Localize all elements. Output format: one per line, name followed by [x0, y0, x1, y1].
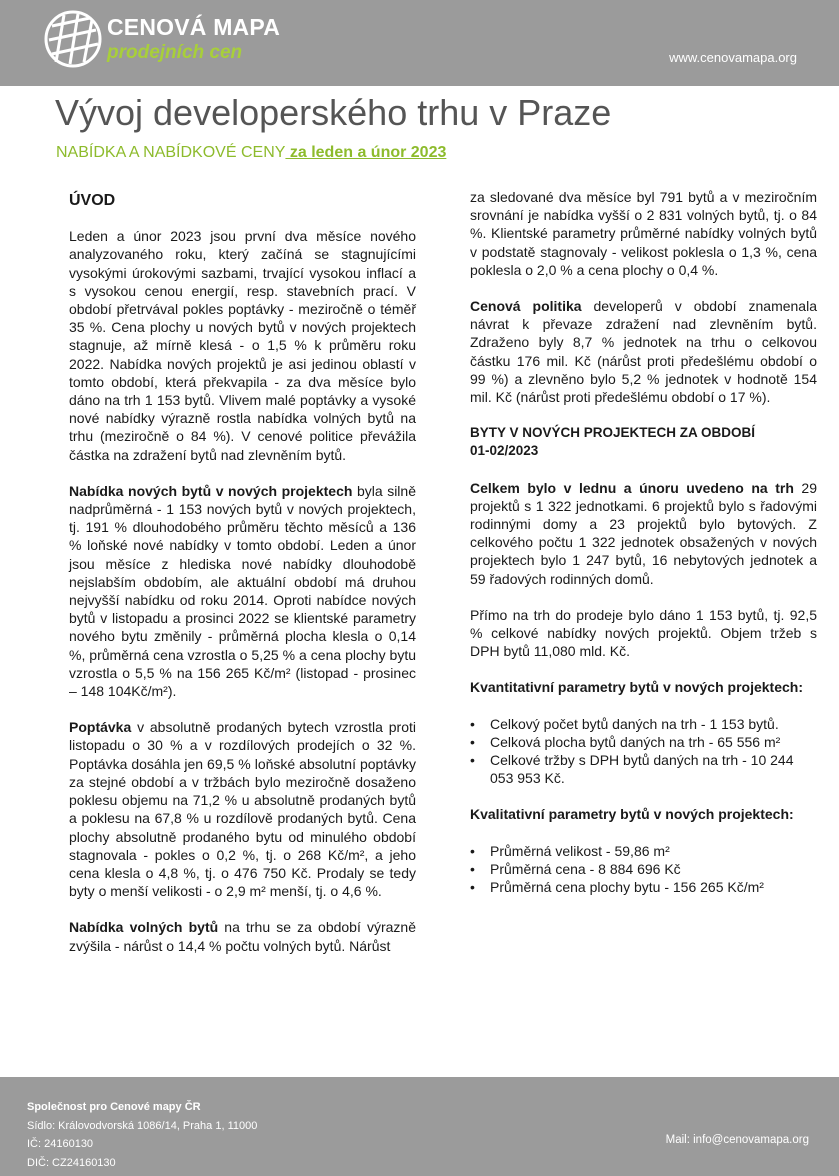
page-footer	[0, 1077, 839, 1176]
footer-ic: IČ: 24160130	[27, 1138, 94, 1150]
header-website-link[interactable]: www.cenovamapa.org	[669, 50, 797, 65]
price-policy-text: developerů v období znamenala návrat k převaze zdražení nad zlevněním bytů. Zdraženo byly 8,7 % jednotek na trhu o celkovou částku 176 mil. Kč (nárůst proti předešlému období o 99 %) a zlevněno bylo 5,2 % jednotek v hodnotě 154 mil. Kč (nárůst proti předešlému období o 17 %).	[470, 298, 817, 406]
list-item: • Průměrná velikost - 59,86 m²	[490, 842, 817, 860]
demand-text: v absolutně prodaných bytech vzrostla proti listopadu o 30 % a v rozdílových prodejích o 32 %. Poptávka dosáhla jen 69,5 % loňské absolutní poptávky za stejné období a v tržbách bylo meziročně dosaženo poklesu objemu na 71,2 % u absolutně prodaných bytů a poklesu na 67,8 % u rozdílově prodaných bytů. Cena plochy absolutně prodaného bytu od minulého období stagnovala - pokles o 0,2 %, tj. o 268 Kč/m², a jeho cena klesla o 4,8 %, tj. o 476 750 Kč. Prodaly se tedy byty o menší velikosti - o 2,9 m² menší, tj. o 4,6 %.	[69, 719, 416, 900]
footer-mail-link[interactable]: Mail: info@cenovamapa.org	[665, 1134, 809, 1146]
free-flats-text: na trhu se za období výrazně zvýšila - nárůst o 14,4 % počtu volných bytů. Nárůst	[69, 919, 417, 954]
page-header	[0, 0, 839, 86]
page-title: Vývoj developerského trhu v Praze	[55, 92, 612, 133]
subtitle-prefix: NABÍDKA A NABÍDKOVÉ CENY	[56, 144, 286, 161]
section-heading-line2: 01-02/2023	[470, 443, 539, 459]
list-item: • Průměrná cena plochy bytu - 156 265 Kč/m²	[490, 878, 817, 896]
subtitle-period: za leden a únor 2023	[285, 144, 447, 161]
footer-dic: DIČ: CZ24160130	[27, 1156, 116, 1169]
section-heading-new-projects	[470, 424, 817, 460]
free-flats-lead: Nabídka volných bytů	[69, 919, 219, 936]
footer-company-info	[27, 1098, 257, 1172]
footer-company-name: Společnost pro Cenové mapy ČR	[27, 1101, 201, 1113]
list-item: • Celkový počet bytů daných na trh - 1 153 bytů.	[490, 715, 817, 733]
intro-paragraph: Leden a únor 2023 jsou první dva měsíce nového analyzovaného roku, který začíná se stagnujícími vysokými úrokovými sazbami, trvající vysokou inflací a s vysokou cenou energií, resp. stavebních prací. V období přetrvával pokles poptávky - meziročně o téměř 35 %. Cena plochy u nových bytů v nových projektech stagnuje, až mírně klesá - o 1,5 % k průměru roku 2022. Nabídka nových projektů je asi jedinou oblastí v tomto období, která překvapila - za dva měsíce bylo dáno na trh 1 153 bytů. Vlivem malé poptávky a vysoké nové nabídky výrazně rostla nabídka volných bytů na trhu (meziročně o 84 %). V cenové politice převážila částka na zdražení bytů nad zlevněním bytů.	[69, 228, 416, 463]
left-column	[69, 190, 416, 973]
logo-subtitle: prodejních cen	[107, 42, 243, 63]
right-column	[470, 188, 817, 914]
new-flats-lead: Nabídka nových bytů v nových projektech	[69, 482, 353, 499]
quantitative-list	[470, 715, 817, 788]
market-supply-paragraph: Přímo na trh do prodeje bylo dáno 1 153 bytů, tj. 92,5 % celkové nabídky nových projektů. Objem tržeb s DPH bytů 11,080 mld. Kč.	[470, 606, 817, 660]
projects-total-text: 29 projektů s 1 322 jednotkami. 6 projektů bylo s řadovými rodinnými domy a 23 projektů bylo bytových. Z celkového počtu 1 322 jednotek obsažených v nových projektech bylo 1 247 bytů, 16 nebytových jednotek a 59 řadových rodinných domů.	[470, 479, 818, 587]
qualitative-heading: Kvalitativní parametry bytů v nových projektech:	[470, 806, 794, 823]
section-heading-line1: BYTY V NOVÝCH PROJEKTECH ZA OBDOBÍ	[470, 425, 756, 441]
price-policy-paragraph	[470, 297, 817, 406]
footer-address: Sídlo: Královodvorská 1086/14, Praha 1, 11000	[27, 1119, 258, 1132]
globe-logo-icon	[44, 10, 102, 68]
list-item: • Celkové tržby s DPH bytů daných na trh - 10 244 053 953 Kč.	[490, 751, 817, 787]
free-flats-paragraph	[69, 918, 416, 954]
page-subtitle	[56, 144, 446, 162]
list-item: • Průměrná cena - 8 884 696 Kč	[490, 860, 817, 878]
list-item: • Celková plocha bytů daných na trh - 65 556 m²	[490, 733, 817, 751]
projects-total-paragraph	[470, 479, 817, 588]
free-flats-continuation: za sledované dva měsíce byl 791 bytů a v meziročním srovnání je nabídka vyšší o 2 831 volných bytů, tj. o 84 %. Klientské parametry průměrné nabídky volných bytů v podstatě stagnovaly - velikost poklesla o 1,3 %, cena poklesla o 2,0 % a cena plochy o 0,4 %.	[470, 189, 817, 278]
quantitative-heading: Kvantitativní parametry bytů v nových projektech:	[470, 679, 803, 696]
logo-title: CENOVÁ MAPA	[107, 14, 281, 40]
new-flats-text: byla silně nadprůměrná - 1 153 nových bytů v nových projektech, tj. 191 % dlouhodobého průměru těchto měsíců a 136 % loňské nové nabídky v tomto období. Leden a únor jsou měsíce z hlediska nové nabídky dlouhodobě nejslabším obdobím, ale aktuální období má druhou nejvyšší nabídku od roku 2014. Oproti nabídce nových bytů v listopadu a prosinci 2022 se klientské parametry nového bytu změnily - průměrná plocha klesla o 0,14 %, průměrná cena vzrostla o 5,25 % a cena plochy bytu vzrostla o 5,5 % na 156 265 Kč/m² (listopad - prosinec – 148 104Kč/m²).	[69, 482, 416, 700]
new-flats-paragraph	[69, 482, 416, 700]
price-policy-lead: Cenová politika	[470, 298, 582, 315]
projects-total-lead: Celkem bylo v lednu a únoru uvedeno na trh	[470, 479, 794, 496]
demand-paragraph	[69, 718, 416, 900]
demand-lead: Poptávka	[69, 719, 132, 736]
qualitative-list	[470, 842, 817, 897]
section-heading-intro: ÚVOD	[69, 192, 116, 209]
